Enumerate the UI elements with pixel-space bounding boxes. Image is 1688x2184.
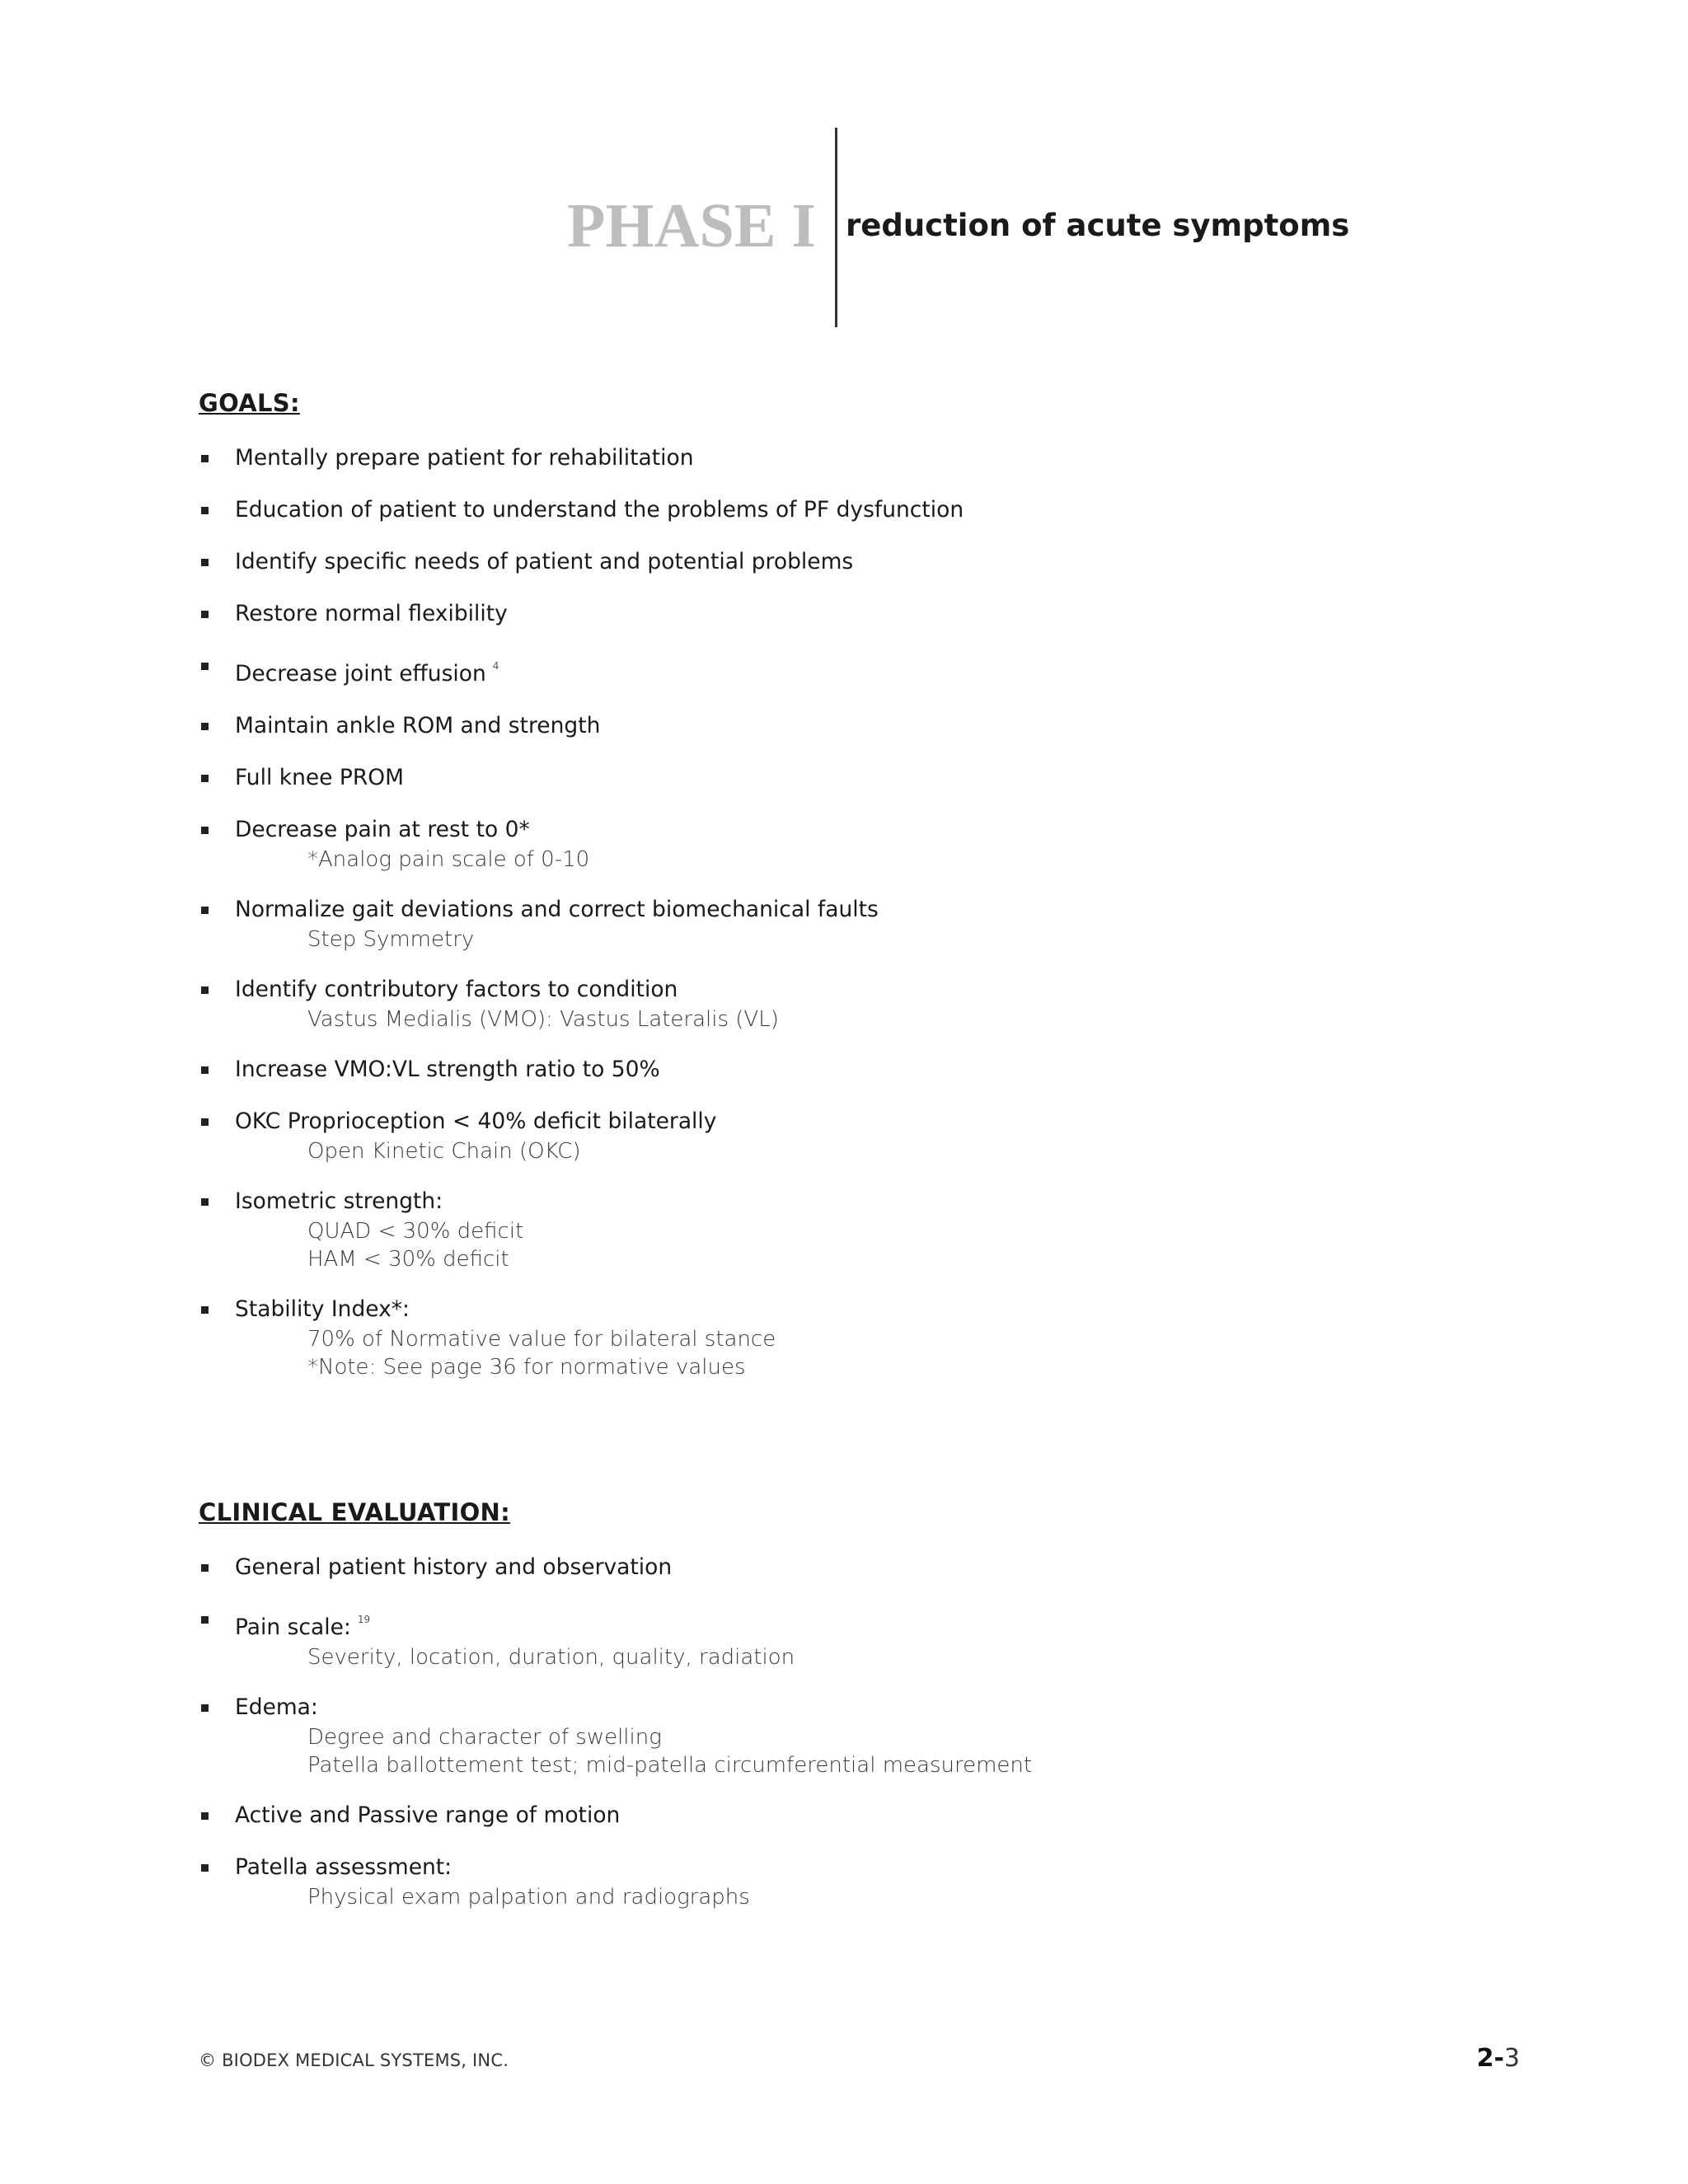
list-item	[199, 546, 1517, 578]
list-item-label: Isometric strength:	[235, 1188, 443, 1214]
list-item-text	[235, 1552, 1517, 1583]
list-item-detail: *Analog pain scale of 0-10	[307, 847, 590, 872]
list-item-text	[235, 1852, 1517, 1883]
list-item-text	[235, 546, 1517, 578]
list-item	[199, 814, 1517, 874]
list-item	[199, 1294, 1517, 1381]
square-bullet-icon	[201, 1864, 209, 1872]
square-bullet-icon	[201, 663, 209, 670]
square-bullet-icon	[201, 611, 209, 618]
list-item-text	[235, 1054, 1517, 1085]
list-item-label: Education of patient to understand the problems of PF dysfunction	[235, 497, 964, 523]
square-bullet-icon	[201, 1704, 209, 1712]
list-item	[199, 1692, 1517, 1779]
goals-section	[199, 387, 1517, 1402]
clinical-evaluation-section	[199, 1496, 1517, 1932]
list-item	[199, 1852, 1517, 1911]
list-item-label: Decrease joint effusion	[235, 661, 486, 687]
list-item-text	[235, 1186, 1517, 1217]
list-item-detail: 70% of Normative value for bilateral stance	[307, 1327, 776, 1352]
header-divider	[835, 128, 837, 327]
list-item-label: Mentally prepare patient for rehabilitation	[235, 445, 694, 471]
list-item-text	[235, 1106, 1517, 1137]
square-bullet-icon	[201, 1066, 209, 1074]
list-item-label: Identify specific needs of patient and potential problems	[235, 549, 854, 574]
square-bullet-icon	[201, 1198, 209, 1206]
square-bullet-icon	[201, 775, 209, 782]
list-item-detail: Patella ballottement test; mid-patella circumferential measurement	[307, 1753, 1033, 1778]
list-item-text	[235, 1800, 1517, 1831]
list-item-label: OKC Proprioception < 40% deficit bilaterally	[235, 1108, 717, 1134]
phase-heading: PHASE I	[567, 191, 816, 260]
list-item-label: Full knee PROM	[235, 765, 405, 790]
list-item-label: Restore normal flexibility	[235, 601, 508, 626]
list-item	[199, 1604, 1517, 1671]
list-item-text	[235, 1604, 1517, 1643]
list-item	[199, 443, 1517, 474]
list-item-label: Normalize gait deviations and correct biomechanical faults	[235, 897, 879, 922]
list-item-text	[235, 443, 1517, 474]
list-item	[199, 1106, 1517, 1165]
list-item-text	[235, 1692, 1517, 1723]
list-item	[199, 1186, 1517, 1273]
list-item-text	[235, 598, 1517, 630]
page-number	[1477, 2044, 1520, 2073]
square-bullet-icon	[201, 1616, 209, 1624]
list-item-text	[235, 494, 1517, 526]
list-item	[199, 710, 1517, 742]
list-item-detail: *Note: See page 36 for normative values	[307, 1355, 746, 1380]
list-item	[199, 1800, 1517, 1831]
clinical-evaluation-title: CLINICAL EVALUATION:	[199, 1498, 511, 1526]
reference-superscript: 19	[357, 1614, 371, 1625]
list-item-text	[235, 650, 1517, 690]
square-bullet-icon	[201, 1118, 209, 1126]
list-item-text	[235, 762, 1517, 794]
phase-subtitle: reduction of acute symptoms	[846, 208, 1350, 243]
list-item-text	[235, 894, 1517, 926]
list-item-label: General patient history and observation	[235, 1554, 673, 1580]
list-item-detail: QUAD < 30% deficit	[307, 1219, 524, 1244]
square-bullet-icon	[201, 987, 209, 994]
square-bullet-icon	[201, 723, 209, 730]
list-item	[199, 1552, 1517, 1583]
list-item	[199, 494, 1517, 526]
clinical-evaluation-list	[199, 1552, 1517, 1911]
list-item-detail: Severity, location, duration, quality, radiation	[307, 1645, 795, 1670]
list-item-label: Edema:	[235, 1694, 318, 1720]
square-bullet-icon	[201, 907, 209, 914]
list-item-label: Maintain ankle ROM and strength	[235, 713, 601, 738]
list-item	[199, 894, 1517, 954]
page-chapter: 2-	[1476, 2044, 1504, 2073]
list-item-text	[235, 1294, 1517, 1325]
list-item-detail: HAM < 30% deficit	[307, 1247, 509, 1272]
list-item	[199, 650, 1517, 690]
list-item-detail: Degree and character of swelling	[307, 1725, 662, 1750]
list-item	[199, 598, 1517, 630]
square-bullet-icon	[201, 1812, 209, 1820]
square-bullet-icon	[201, 827, 209, 834]
square-bullet-icon	[201, 455, 209, 462]
list-item-label: Active and Passive range of motion	[235, 1802, 621, 1828]
list-item-label: Pain scale:	[235, 1615, 351, 1640]
goals-list	[199, 443, 1517, 1381]
list-item-label: Stability Index*:	[235, 1296, 410, 1322]
list-item-detail: Vastus Medialis (VMO): Vastus Lateralis (VL)	[307, 1007, 779, 1032]
list-item-label: Patella assessment:	[235, 1854, 452, 1880]
list-item-label: Increase VMO:VL strength ratio to 50%	[235, 1057, 660, 1082]
list-item	[199, 974, 1517, 1033]
square-bullet-icon	[201, 1564, 209, 1572]
square-bullet-icon	[201, 559, 209, 566]
list-item	[199, 1054, 1517, 1085]
list-item-detail: Open Kinetic Chain (OKC)	[307, 1139, 581, 1164]
footer-copyright: © BIODEX MEDICAL SYSTEMS, INC.	[199, 2050, 509, 2070]
list-item-label: Decrease pain at rest to 0*	[235, 817, 530, 842]
reference-superscript: 4	[492, 660, 499, 672]
list-item-text	[235, 710, 1517, 742]
list-item-detail: Physical exam palpation and radiographs	[307, 1885, 750, 1910]
square-bullet-icon	[201, 507, 209, 514]
list-item-label: Identify contributory factors to condition	[235, 977, 678, 1002]
list-item-text	[235, 974, 1517, 1005]
list-item-text	[235, 814, 1517, 846]
square-bullet-icon	[201, 1306, 209, 1314]
goals-title: GOALS:	[199, 389, 300, 417]
page-index: 3	[1503, 2044, 1520, 2073]
list-item	[199, 762, 1517, 794]
list-item-detail: Step Symmetry	[307, 927, 475, 952]
